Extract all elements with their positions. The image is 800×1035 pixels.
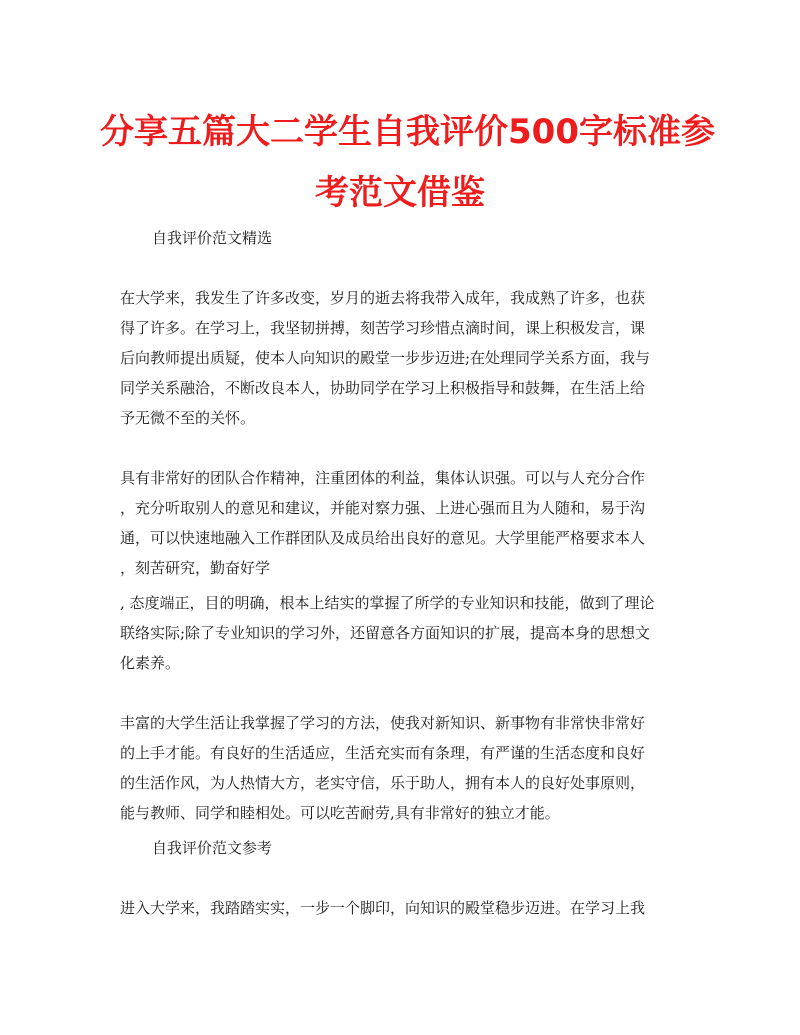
paragraph-line: ，刻苦研究，勤奋好学 <box>120 559 271 577</box>
paragraph-line: 后向教师提出质疑，使本人向知识的殿堂一步步迈进;在处理同学关系方面，我与 <box>120 349 651 367</box>
paragraph-line: 化素养。 <box>120 654 181 672</box>
paragraph-line: 的生活作风，为人热情大方，老实守信，乐于助人，拥有本人的良好处事原则， <box>120 774 646 792</box>
paragraph-line: 的上手才能。有良好的生活适应，生活充实而有条理，有严谨的生活态度和良好 <box>120 744 646 762</box>
paragraph-line: 能与教师、同学和睦相处。可以吃苦耐劳,具有非常好的独立才能。 <box>120 804 560 822</box>
paragraph-line: 同学关系融洽，不断改良本人，协助同学在学习上积极指导和鼓舞，在生活上给 <box>120 379 646 397</box>
paragraph-line: 予无微不至的关怀。 <box>120 409 256 427</box>
section-heading-reference-samples: 自我评价范文参考 <box>152 839 273 857</box>
paragraph-line: 在大学来，我发生了许多改变，岁月的逝去将我带入成年，我成熟了许多，也获 <box>120 289 646 307</box>
paragraph-line: 进入大学来，我踏踏实实，一步一个脚印，向知识的殿堂稳步迈进。在学习上我 <box>120 899 646 917</box>
paragraph-line: ，充分听取别人的意见和建议，并能对察力强、上进心强而且为人随和，易于沟 <box>120 499 646 517</box>
document-title-line-2: 考范文借鉴 <box>315 173 485 213</box>
paragraph-line: 通，可以快速地融入工作群团队及成员给出良好的意见。大学里能严格要求本人 <box>120 529 646 547</box>
paragraph-line: 得了许多。在学习上，我坚韧拼搏，刻苦学习珍惜点滴时间，课上积极发言，课 <box>120 319 646 337</box>
paragraph-line: , 态度端正，目的明确，根本上结实的掌握了所学的专业知识和技能，做到了理论 <box>120 594 655 612</box>
paragraph-line: 丰富的大学生活让我掌握了学习的方法，使我对新知识、新事物有非常快非常好 <box>120 714 646 732</box>
paragraph-line: 联络实际;除了专业知识的学习外，还留意各方面知识的扩展，提高本身的思想文 <box>120 624 651 642</box>
section-heading-selected-samples: 自我评价范文精选 <box>152 229 273 247</box>
document-title-line-1: 分享五篇大二学生自我评价500字标准参 <box>100 112 715 152</box>
paragraph-line: 具有非常好的团队合作精神，注重团体的利益，集体认识强。可以与人充分合作 <box>120 469 646 487</box>
